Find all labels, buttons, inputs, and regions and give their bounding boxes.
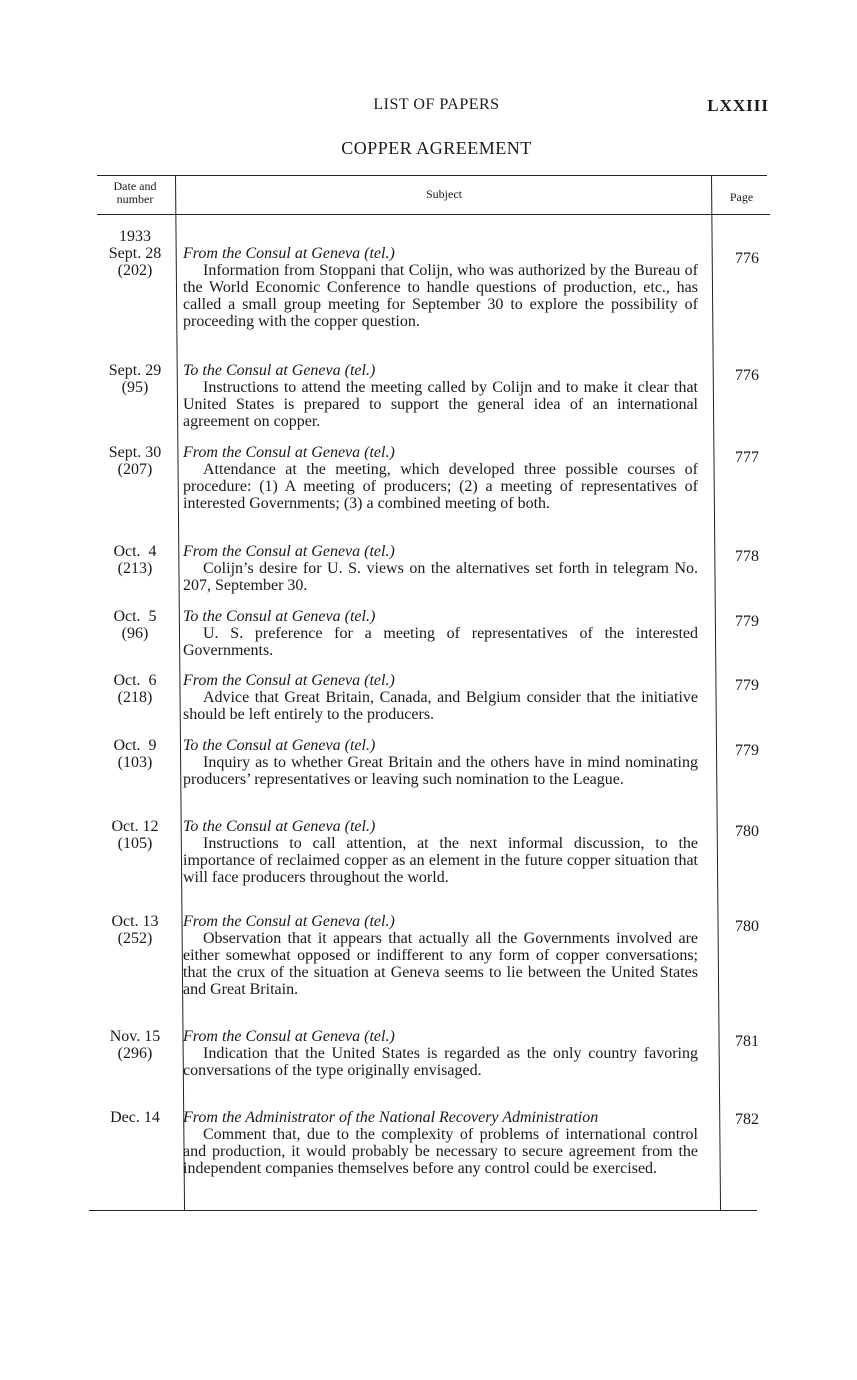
entry-date [97,1109,173,1126]
entry-body: Attendance at the meeting, which developed three possible courses of procedure: (1) A meeting of producers; (2) a meeting of representatives of interested Governments; (3) a combined meeting of both. [183,461,698,512]
entry-page: 780 [735,823,759,840]
entry-number: (96) [121,625,149,642]
entry-date [97,543,173,577]
entry-date [97,672,173,706]
entry-subject [183,245,698,330]
entry-number: (103) [117,754,153,771]
entry-body: Instructions to call attention, at the next informal discussion, to the importance of reclaimed copper as an element in the future copper situation that will face producers throughout the world. [183,835,698,886]
entry-from: To the Consul at Geneva (tel.) [183,362,376,379]
entry-day: Nov. 15 [109,1028,161,1045]
entry-body: Advice that Great Britain, Canada, and Belgium consider that the initiative should be left entirely to the producers. [183,689,698,723]
entry-body: Observation that it appears that actually all the Governments involved are either somewhat opposed or indifferent to any form of copper conversations; that the crux of the situation at Geneva seems to lie between the United States and Great Britain. [183,930,698,998]
entry-page: 778 [735,548,759,565]
entry-body: Comment that, due to the complexity of problems of international control and production, it would probably be necessary to secure agreement from the independent companies themselves before any control could be exercised. [183,1126,698,1177]
entry-day: Sept. 30 [108,444,162,461]
entry-page: 781 [735,1033,759,1050]
entry-subject [183,362,698,430]
entry-from: To the Consul at Geneva (tel.) [183,608,376,625]
entry-date [97,444,173,478]
entry-subject [183,672,698,723]
entry-day: Oct. 4 [113,543,157,560]
entry-day: Oct. 13 [111,913,159,930]
running-header [0,96,857,120]
entry-from: From the Consul at Geneva (tel.) [183,444,395,461]
entry-number: (252) [117,930,153,947]
table-header-rule [97,214,770,215]
entry-page: 776 [735,250,759,267]
entry-page: 776 [735,367,759,384]
entry-from: From the Consul at Geneva (tel.) [183,1028,395,1045]
entry-day: Oct. 12 [111,818,159,835]
running-title: LIST OF PAPERS [373,96,500,113]
entry-page: 779 [735,613,759,630]
entry-date [97,1028,173,1062]
entry-number: (296) [117,1045,153,1062]
entry-number: (207) [117,461,153,478]
entry-number: (95) [121,379,149,396]
entry-date [97,608,173,642]
entry-body: Indication that the United States is regarded as the only country favoring conversations of the type originally envisaged. [183,1045,698,1079]
entry-subject [183,608,698,659]
table-top-rule [97,175,767,176]
entry-subject [183,737,698,788]
entry-number: (202) [117,262,153,279]
entry-page: 779 [735,677,759,694]
entry-day: Oct. 6 [113,672,157,689]
entry-subject [183,1109,698,1177]
entry-from: From the Consul at Geneva (tel.) [183,672,395,689]
entry-from: From the Administrator of the National Recovery Administration [183,1109,599,1126]
entry-day: Sept. 29 [108,362,162,379]
entry-number: (105) [117,835,153,852]
entry-day: Oct. 5 [113,608,157,625]
entry-date [97,818,173,852]
entry-date [97,362,173,396]
entry-from: From the Consul at Geneva (tel.) [183,245,395,262]
entry-from: To the Consul at Geneva (tel.) [183,737,376,754]
entry-from: From the Consul at Geneva (tel.) [183,913,395,930]
entry-subject [183,913,698,998]
entry-date [97,913,173,947]
entry-subject [183,818,698,886]
entry-body: Colijn’s desire for U. S. views on the alternatives set forth in telegram No. 207, September 30. [183,560,698,594]
entry-page: 779 [735,742,759,759]
column-header-date: Date and number [113,179,157,206]
entry-date [97,228,173,279]
entry-from: To the Consul at Geneva (tel.) [183,818,376,835]
entry-page: 780 [735,918,759,935]
entry-body: Inquiry as to whether Great Britain and the others have in mind nominating producers’ representatives or leaving such nomination to the League. [183,754,698,788]
papers-table [97,175,770,1212]
page-folio: LXXIII [707,96,769,115]
entry-number: (218) [117,689,153,706]
entry-page: 777 [735,449,759,466]
entry-subject [183,543,698,594]
entry-day: Sept. 28 [108,245,162,262]
section-title: COPPER AGREEMENT [341,138,532,158]
entry-subject [183,1028,698,1079]
entry-page: 782 [735,1111,759,1128]
table-bottom-rule [89,1210,757,1211]
entry-day: Dec. 14 [110,1109,160,1126]
entry-body: Information from Stoppani that Colijn, who was authorized by the Bureau of the World Economic Conference to handle questions of production, etc., has called a small group meeting for September 30 to explore the possibility of proceeding with the copper question. [183,262,698,330]
entry-day: Oct. 9 [113,737,157,754]
entry-body: U. S. preference for a meeting of representatives of the interested Governments. [183,625,698,659]
column-header-page: Page [729,190,754,204]
entry-subject [183,444,698,512]
entry-from: From the Consul at Geneva (tel.) [183,543,395,560]
entry-date [97,737,173,771]
entry-year: 1933 [119,228,151,245]
column-header-subject: Subject [426,187,462,201]
entry-number: (213) [117,560,153,577]
entry-body: Instructions to attend the meeting called by Colijn and to make it clear that United States is prepared to support the general idea of an international agreement on copper. [183,379,698,430]
